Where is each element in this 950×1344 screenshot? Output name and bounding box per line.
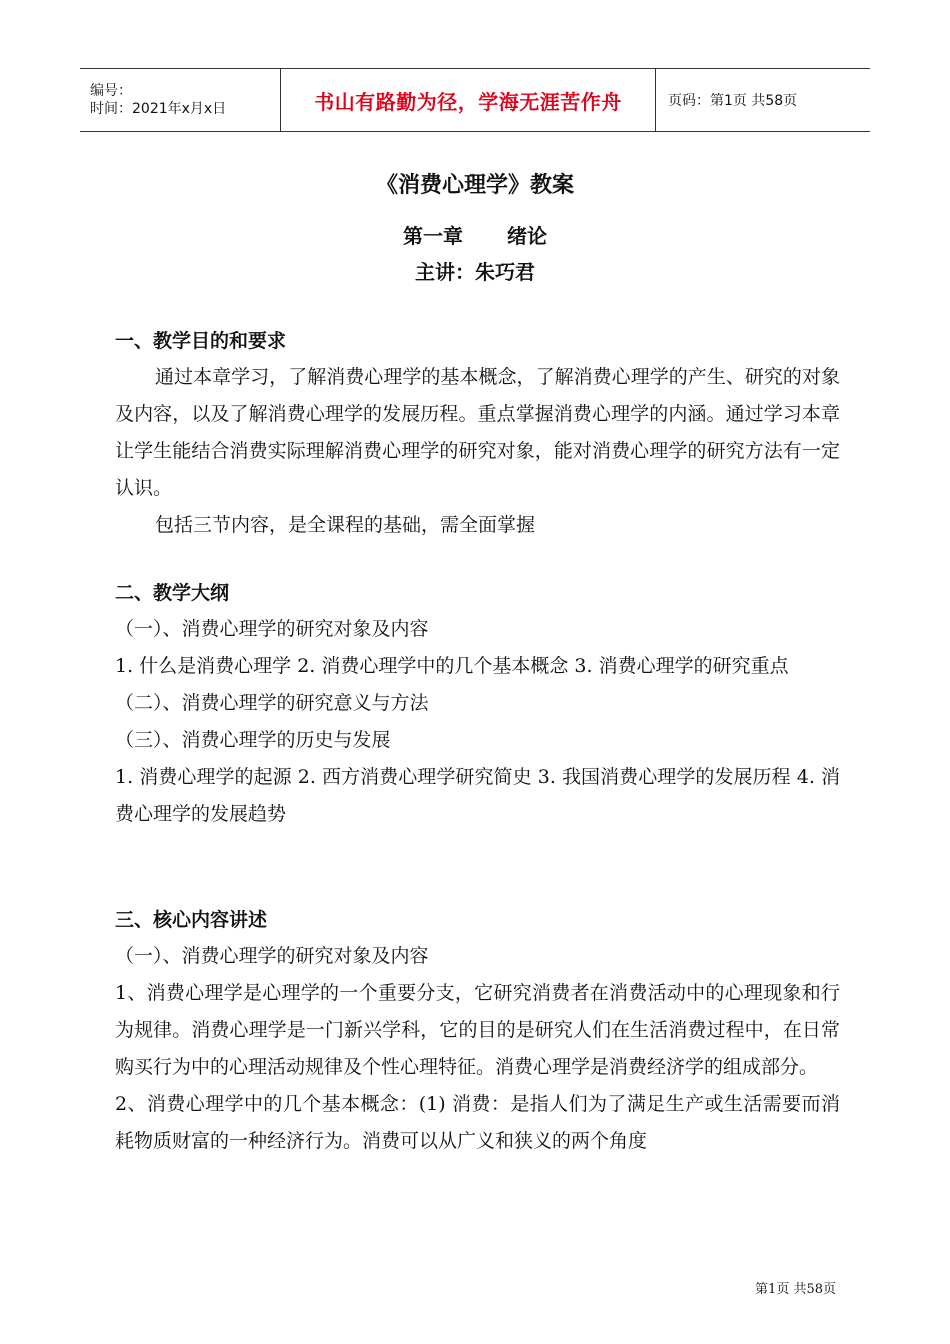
page-footer: 第1页 共58页 <box>755 1282 836 1297</box>
document-title: 《消费心理学》教案 <box>375 172 574 198</box>
header-motto: 书山有路勤为径，学海无涯苦作舟 <box>314 89 622 114</box>
outline-item: （一）、消费心理学的研究对象及内容 <box>115 618 429 640</box>
section-objectives <box>115 323 840 544</box>
doc-date-label: 时间：2021年x月x日 <box>90 101 227 117</box>
section-core-content <box>115 902 840 1160</box>
outline-detail: 1. 消费心理学的起源 2. 西方消费心理学研究简史 3. 我国消费心理学的发展历程 4. 消费心理学的发展趋势 <box>115 766 840 825</box>
paragraph: 通过本章学习，了解消费心理学的基本概念，了解消费心理学的产生、研究的对象及内容，以及了解消费心理学的发展历程。重点掌握消费心理学的内涵。通过学习本章让学生能结合消费实际理解消费心理学的研究对象，能对消费心理学的研究方法有一定认识。 <box>115 366 840 499</box>
chapter-name: 绪论 <box>507 224 547 248</box>
paragraph: 包括三节内容，是全课程的基础，需全面掌握 <box>155 514 536 536</box>
doc-number-label: 编号： <box>90 83 132 99</box>
section-outline <box>115 575 840 833</box>
paragraph: 1、消费心理学是心理学的一个重要分支，它研究消费者在消费活动中的心理现象和行为规律。消费心理学是一门新兴学科，它的目的是研究人们在生活消费过程中，在日常购买行为中的心理活动规律及个性心理特征。消费心理学是消费经济学的组成部分。 <box>115 982 840 1078</box>
outline-item: （三）、消费心理学的历史与发展 <box>115 729 391 751</box>
paragraph: 2、消费心理学中的几个基本概念：(1) 消费：是指人们为了满足生产或生活需要而消耗物质财富的一种经济行为。消费可以从广义和狭义的两个角度 <box>115 1093 840 1152</box>
page-header <box>80 68 870 132</box>
section-heading: 一、教学目的和要求 <box>115 330 287 352</box>
header-meta <box>80 69 280 131</box>
chapter-number: 第一章 <box>403 224 463 248</box>
section-heading: 三、核心内容讲述 <box>115 909 268 931</box>
outline-item: （二）、消费心理学的研究意义与方法 <box>115 692 429 714</box>
outline-detail: 1. 什么是消费心理学 2. 消费心理学中的几个基本概念 3. 消费心理学的研究重点 <box>115 655 789 677</box>
lecturer: 主讲：朱巧君 <box>415 260 535 284</box>
header-motto-cell <box>280 69 656 131</box>
content-subheading: （一）、消费心理学的研究对象及内容 <box>115 945 429 967</box>
chapter-heading <box>0 220 950 249</box>
section-heading: 二、教学大纲 <box>115 582 230 604</box>
header-page-info: 页码：第1页 共58页 <box>668 93 798 109</box>
